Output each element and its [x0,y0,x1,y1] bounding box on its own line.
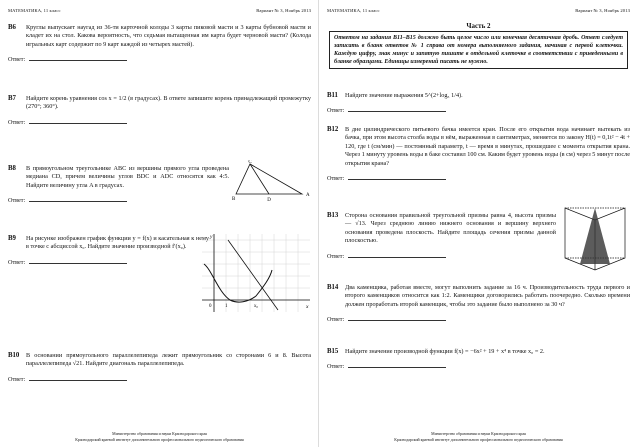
right-footer: Министерство образования и науки Краснодарского края Краснодарский краевой институт дополнительного профессионального педагогического образования [394,432,563,442]
left-header [8,8,311,13]
problem-text: В дне цилиндрического питьевого бачка имеется кран. После его открытия вода начинает вытекать из бачка, при этом высота столба воды в нём, выраженная в сантиметрах, меняется по закону H(t) = 0,1t² − 4t + 120, где t (см/мин) — постоянный параметр, t — время в минутах, прошедшее с момента открытия крана. Через 1 минуту уровень воды в баке составил 100 см. Каким будет уровень воды (в см) через 5 минут после открытия крана? [345,126,630,167]
problem-number: B15 [327,348,339,355]
problem-number: B10 [8,352,20,359]
problem-b11 [327,92,630,116]
origin-label: 0 [209,304,212,309]
problem-number: B11 [327,92,338,99]
problem-b9 [8,235,209,267]
problem-number: B8 [8,165,16,172]
left-footer: Министерство образования и науки Краснодарского края Краснодарский краевой институт дополнительного профессионального педагогического образования [75,432,244,442]
answer-field[interactable] [29,196,127,202]
problem-number: B7 [8,95,16,102]
x0-label: x₀ [254,304,258,309]
answer-field[interactable] [348,252,446,258]
part-title: Часть 2 [466,22,491,30]
problem-b10 [8,352,311,384]
prism-figure [559,200,633,274]
answer-row: Ответ: [8,196,229,205]
answer-row: Ответ: [8,375,311,384]
label-b: B [232,197,236,202]
answer-field[interactable] [29,258,127,264]
answer-field[interactable] [348,174,446,180]
problem-b13 [327,212,556,261]
problem-number: B14 [327,284,339,291]
answer-field[interactable] [348,315,446,321]
left-header-subject: МАТЕМАТИКА, 11 класс [8,8,61,13]
problem-number: B9 [8,235,16,242]
answer-row: Ответ: [8,258,209,267]
answer-row: Ответ: [327,315,630,324]
answer-row: Ответ: [327,174,630,183]
right-header-subject: МАТЕМАТИКА, 11 класс [327,8,380,13]
label-a: A [306,193,310,198]
problem-text: На рисунке изображен график функции y = f(x) и касательная к нему в точке с абсциссой x₀. Найдите значение производной f′(x₀). [26,235,209,251]
function-graph [198,230,314,316]
problem-b12 [327,126,630,183]
problem-text: В основании прямоугольного параллелепипеда лежит прямоугольник со сторонами 6 и 8. Высота параллелепипеда √21. Найдите диагональ параллелепипеда. [26,352,311,368]
label-d: D [267,198,271,202]
right-header [327,8,630,13]
problem-text: Сторона основания правильной треугольной призмы равна 4, высота призмы — √13. Через среднюю линию нижнего основания и вершину верхнего основания проведена плоскость. Найдите площадь сечения призмы данной плоскостью. [345,212,556,245]
answer-field[interactable] [348,106,446,112]
answer-field[interactable] [29,55,127,61]
left-header-variant: Вариант № 3, Ноябрь 2013 [256,8,311,13]
answer-row: Ответ: [327,362,630,371]
unit-label: 1 [225,304,228,309]
answer-row: Ответ: [8,55,311,64]
problem-number: B13 [327,212,339,219]
label-c: C [248,160,252,165]
y-axis-label: y [210,234,213,240]
problem-b7 [8,95,311,127]
answer-field[interactable] [348,362,446,368]
instruction-box: Ответом на задания B11–B15 должно быть целое число или конечная десятичная дробь. Ответ следует записать в бланк ответов № 1 справа от номера выполняемого задания, начиная с первой клеточки. Каждую цифру, знак минус и запятую пишите в отдельной клеточке в соответствии с приведенными в бланке образцами. Единицы измерений писать не нужно. [329,31,628,69]
problem-b6 [8,24,311,65]
problem-text: Найдите значение производной функции f(x) = −6x² + 19 + x⁴ в точке x₀ = 2. [345,348,545,355]
problem-text: Найдите значение выражения 5^(2+log₅ 1/4). [345,92,463,99]
triangle-figure [232,160,312,202]
x-axis-label: x [306,304,309,310]
problem-number: B6 [8,24,16,31]
problem-text: Два каменщика, работая вместе, могут выполнить задание за 16 ч. Производительность труда первого и второго каменщиков относится как 1:2. Каменщики договорились работать поочередно. Сколько времени должен проработать второй каменщик, чтобы это задание было выполнено за 30 ч? [345,284,630,308]
answer-row: Ответ: [327,252,556,261]
answer-row: Ответ: [8,118,311,127]
problem-text: В прямоугольном треугольнике ABC из вершины прямого угла проведена медиана CD, причем величины углов BDC и ADC относятся как 4:5. Найдите величину угла A в градусах. [26,165,229,189]
answer-field[interactable] [29,118,127,124]
right-page [319,0,638,447]
right-header-variant: Вариант № 3, Ноябрь 2013 [575,8,630,13]
answer-field[interactable] [29,375,127,381]
problem-text: Круглы выпускает наугад из 36-ти карточной колоды 3 карты пиковой масти и 3 карты бубновой масти и кладет их на стол. Какова вероятность, что седьмая вытащенная им карта будет черновой масти? (Колода игральных карт содержит по 9 карт каждой из четырех мастей). [26,24,311,48]
problem-text: Найдите корень уравнения cos x = 1/2 (в градусах). В ответе запишите корень принадлежащий промежутку (270°; 360°). [26,95,311,111]
problem-b8 [8,165,229,206]
problem-b15 [327,348,630,372]
problem-number: B12 [327,126,339,133]
problem-b14 [327,284,630,325]
answer-row: Ответ: [327,106,630,115]
